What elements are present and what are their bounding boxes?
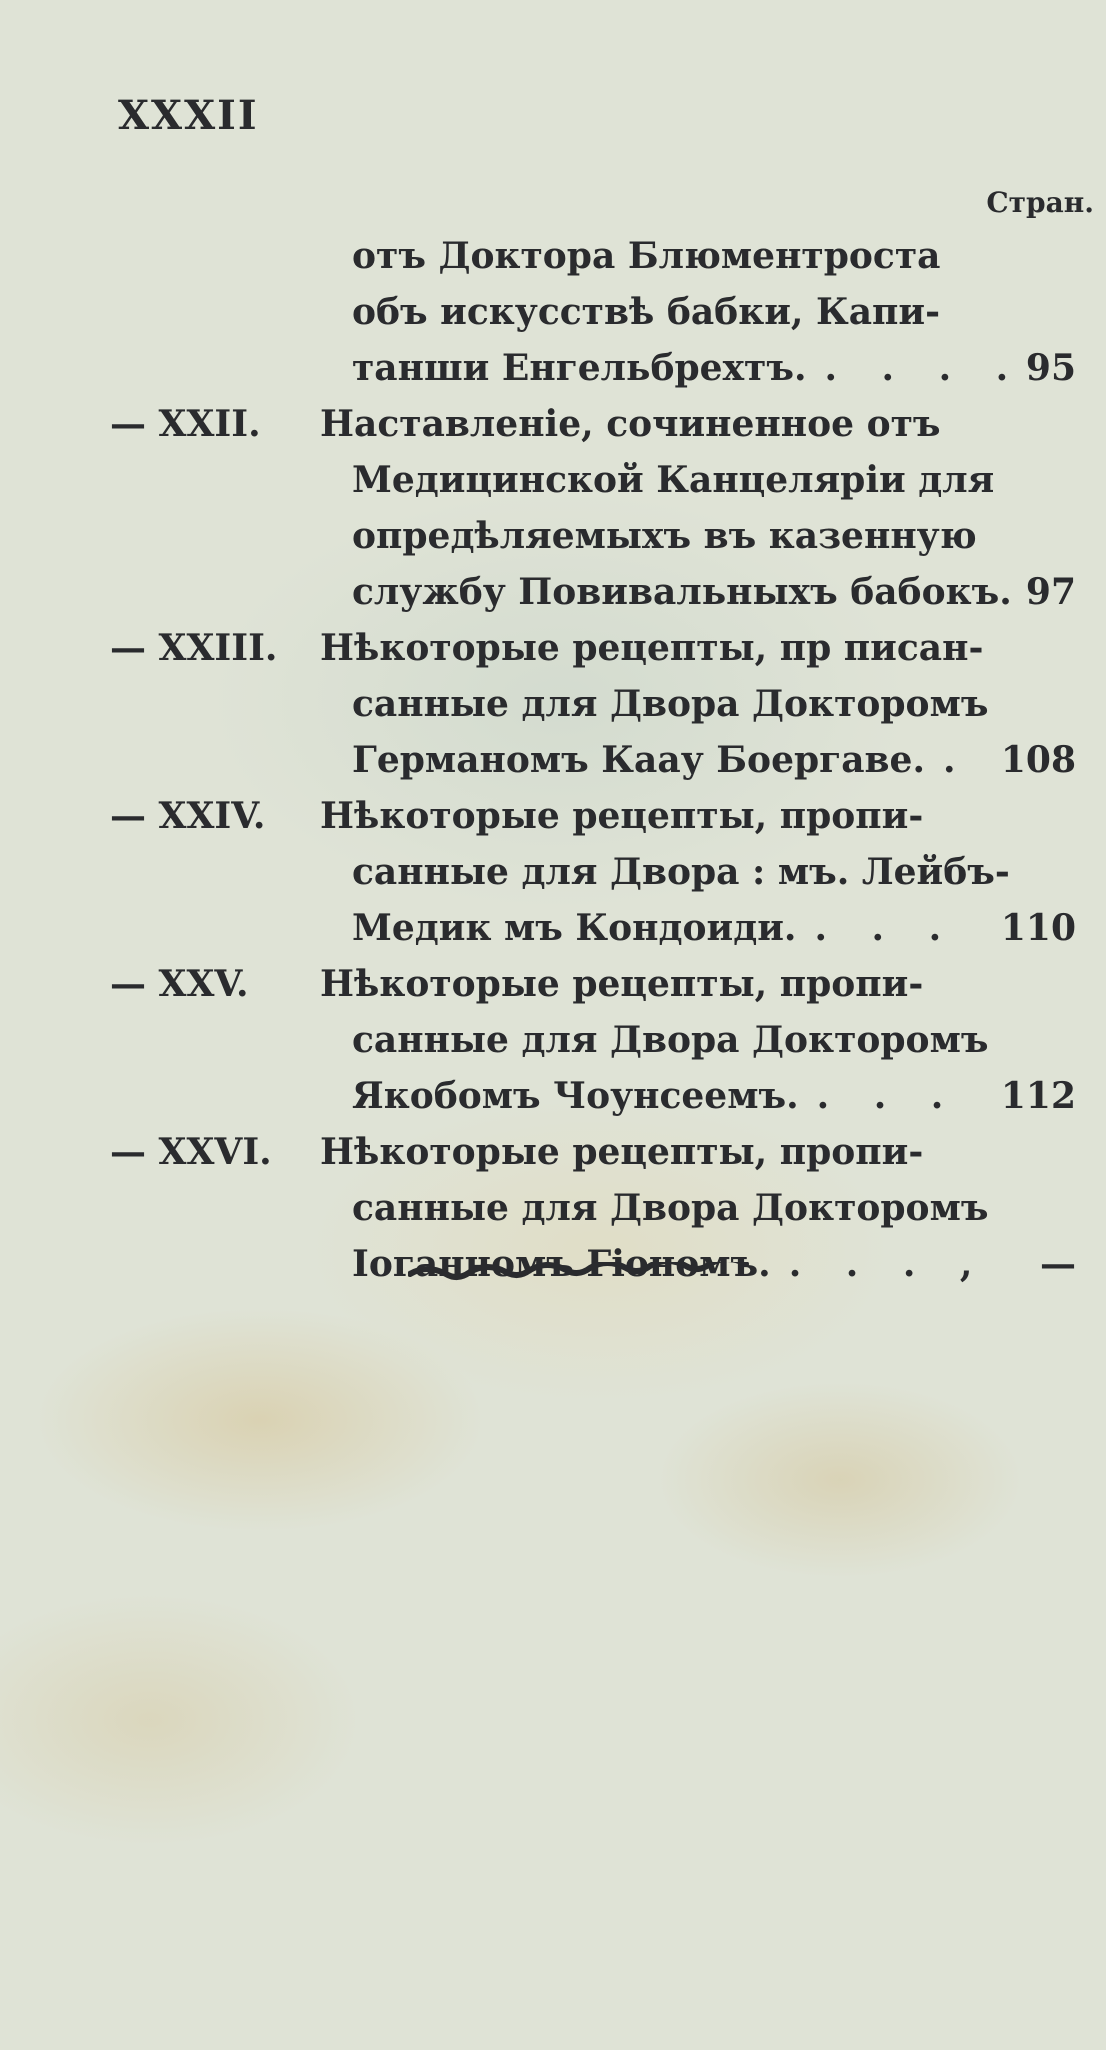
entry-text: Нѣкоторые рецепты, пропи- [320,795,924,837]
toc-line [0,1068,1106,1124]
dot-leaders: . . . , [788,1243,989,1285]
toc-line [0,732,1106,788]
entry-text: Іоганномъ Гіономъ. . . . , [352,1243,989,1285]
toc-line [0,1124,1106,1180]
entry-text: санные для Двора : мъ. Лейбъ- [352,851,1010,893]
page-column-label: Стран. [986,186,1094,219]
toc-line [0,284,1106,340]
entry-text: Наставленіе, сочиненное отъ [320,403,941,445]
entry-text: Нѣкоторые рецепты, пропи- [320,963,924,1005]
toc-line [0,508,1106,564]
toc-line [0,564,1106,620]
entry-page: 97 [1025,571,1076,613]
toc-line [0,620,1106,676]
toc-line [0,452,1106,508]
section-number: — XXV. [110,963,249,1005]
toc-line [0,340,1106,396]
entry-page: 110 [1000,907,1076,949]
entry-text: службу Повивальныхъ бабокъ. [352,571,1012,613]
entry-page: 108 [1000,739,1076,781]
toc-line [0,676,1106,732]
page-number: XXXII [118,92,259,139]
toc-line [0,844,1106,900]
section-number: — XXIII. [110,627,278,669]
ornament-divider-icon [408,1262,778,1286]
dot-leaders: . . . [814,907,958,949]
table-of-contents [0,228,1106,1292]
dot-leaders: . . . . [824,347,1025,389]
toc-line [0,228,1106,284]
entry-text: Германомъ Каау Боергаве. . [352,739,972,781]
section-number: — XXVI. [110,1131,272,1173]
entry-text: Медик мъ Кондоиди. . . . [352,907,958,949]
entry-page: 112 [1000,1075,1076,1117]
toc-line [0,900,1106,956]
entry-text: Якобомъ Чоунсеемъ. . . . [352,1075,960,1117]
dot-leaders: . [942,739,972,781]
entry-text: Медицинской Канцеляріи для [352,459,995,501]
section-number: — XXIV. [110,795,266,837]
entry-page: — [1040,1243,1076,1285]
entry-text: Нѣкоторые рецепты, пр писан- [320,627,984,669]
section-number: — XXII. [110,403,261,445]
toc-line [0,1180,1106,1236]
dot-leaders: . . . [816,1075,960,1117]
entry-text: санные для Двора Докторомъ [352,1187,989,1229]
entry-text: санные для Двора Докторомъ [352,1019,989,1061]
entry-page: 95 [1025,347,1076,389]
entry-text: сaнные для Двора Докторомъ [352,683,989,725]
toc-line [0,956,1106,1012]
entry-text: Нѣкоторые рецепты, пропи- [320,1131,924,1173]
entry-text: танши Енгельбрехтъ. . . . . [352,347,1025,389]
toc-line [0,1012,1106,1068]
entry-text: опредѣляемыхъ въ казенную [352,515,977,557]
entry-text: отъ Доктора Блюментроста [352,235,941,277]
toc-line [0,788,1106,844]
toc-line [0,396,1106,452]
entry-text: объ искусствѣ бабки, Капи- [352,291,941,333]
